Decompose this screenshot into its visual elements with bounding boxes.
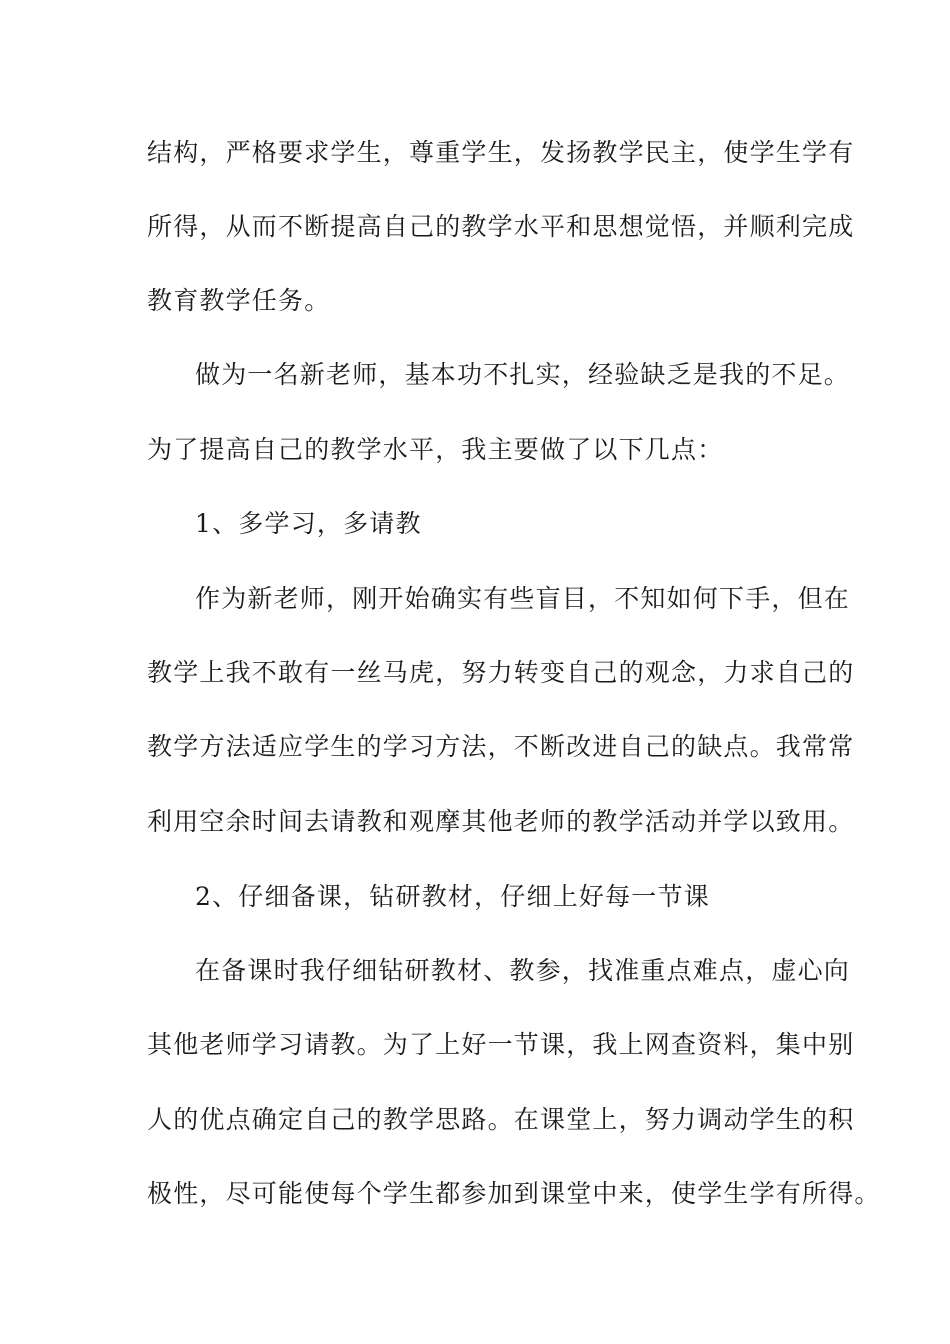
paragraph-start-line: 作为新老师，刚开始确实有些盲目，不知如何下手，但在 [195, 584, 851, 613]
section-heading: 2、仔细备课，钻研教材，仔细上好每一节课 [195, 882, 710, 911]
text-line: 教育教学任务。 [147, 286, 331, 315]
text-line: 为了提高自己的教学水平，我主要做了以下几点： [147, 435, 724, 464]
text-line: 教学上我不敢有一丝马虎，努力转变自己的观念，力求自己的 [147, 658, 855, 687]
section-heading: 1、多学习，多请教 [195, 509, 422, 538]
text-line: 利用空余时间去请教和观摩其他老师的教学活动并学以致用。 [147, 807, 855, 836]
text-line: 人的优点确定自己的教学思路。在课堂上，努力调动学生的积 [147, 1105, 855, 1134]
text-line: 所得，从而不断提高自己的教学水平和思想觉悟，并顺利完成 [147, 212, 855, 241]
text-line: 极性，尽可能使每个学生都参加到课堂中来，使学生学有所得。 [147, 1179, 881, 1208]
text-line: 结构，严格要求学生，尊重学生，发扬教学民主，使学生学有 [147, 138, 855, 167]
paragraph-start-line: 做为一名新老师，基本功不扎实，经验缺乏是我的不足。 [195, 360, 851, 389]
paragraph-start-line: 在备课时我仔细钻研教材、教参，找准重点难点，虚心向 [195, 956, 851, 985]
text-line: 教学方法适应学生的学习方法，不断改进自己的缺点。我常常 [147, 732, 855, 761]
text-line: 其他老师学习请教。为了上好一节课，我上网查资料，集中别 [147, 1030, 855, 1059]
